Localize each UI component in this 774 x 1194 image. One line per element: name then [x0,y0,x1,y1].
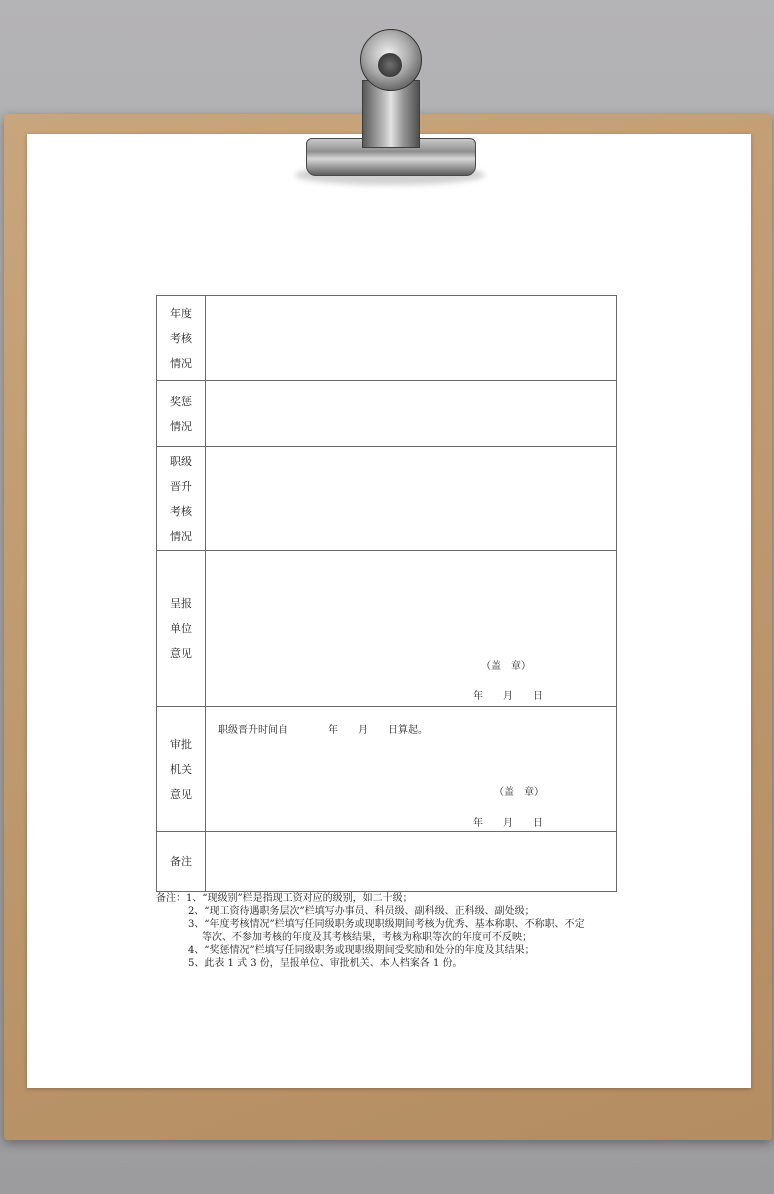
label-line: 机关 [170,762,192,776]
assessment-form-table [156,295,617,892]
row-reporting-unit-opinion [157,551,617,707]
label-rank-promotion-assessment [157,447,206,551]
approval-date-text: 年 月 日 [473,818,543,829]
row-remarks [157,832,617,892]
label-annual-assessment [157,296,206,381]
row-rank-promotion-assessment [157,447,617,551]
label-line: 情况 [170,356,192,370]
label-line: 年度 [170,306,192,320]
binder-clip-hole [378,53,402,77]
label-line: 意见 [170,647,192,660]
row-rewards-punishments [157,381,617,447]
note-line-1 [156,892,626,905]
label-remarks [157,832,206,892]
label-line: 情况 [170,419,192,433]
label-reporting-unit-opinion [157,551,206,707]
label-line: 考核 [170,331,192,345]
note-item: 1、“现级别”栏是指现工资对应的级别，如二十级； [186,893,413,904]
field-remarks[interactable] [206,832,617,892]
label-line: 考核 [170,504,192,518]
label-line: 审批 [170,737,192,751]
field-approval-authority-opinion[interactable] [206,707,617,832]
promotion-start-date-text: 职级晋升时间自 年 月 日算起。 [218,725,428,736]
label-line: 单位 [170,622,192,635]
label-line: 职级 [170,454,192,468]
label-rewards-punishments [157,381,206,447]
label-line: 晋升 [170,479,192,493]
label-line: 奖惩 [170,394,192,408]
row-approval-authority-opinion [157,707,617,832]
field-reporting-unit-opinion[interactable] [206,551,617,707]
field-rank-promotion-assessment[interactable] [206,447,617,551]
label-line: 意见 [170,787,192,801]
note-line-3: 3、“年度考核情况”栏填写任同级职务或现职级期间考核为优秀、基本称职、不称职、不定 [188,919,585,930]
field-annual-assessment[interactable] [206,296,617,381]
footnotes [156,892,626,970]
field-rewards-punishments[interactable] [206,381,617,447]
note-line-2: 2、“现工资待遇职务层次”栏填写办事员、科员级、副科级、正科级、副处级； [188,906,535,917]
note-line-3-cont: 等次、不参加考核的年度及其考核结果，考核为称职等次的年度可不反映； [202,932,532,943]
reporting-date-text: 年 月 日 [473,691,543,702]
label-line: 情况 [170,529,192,543]
label-approval-authority-opinion [157,707,206,832]
note-line-4: 4、“奖惩情况”栏填写任同级职务或现职级期间受奖励和处分的年度及其结果； [188,945,535,956]
row-annual-assessment [157,296,617,381]
label-line: 备注 [170,855,192,868]
notes-prefix: 备注： [156,893,186,904]
approval-seal-text: （盖 章） [494,787,544,798]
note-line-5: 5、此表 1 式 3 份，呈报单位、审批机关、本人档案各 1 份。 [188,958,463,969]
reporting-seal-text: （盖 章） [481,661,531,672]
label-line: 呈报 [170,597,192,610]
